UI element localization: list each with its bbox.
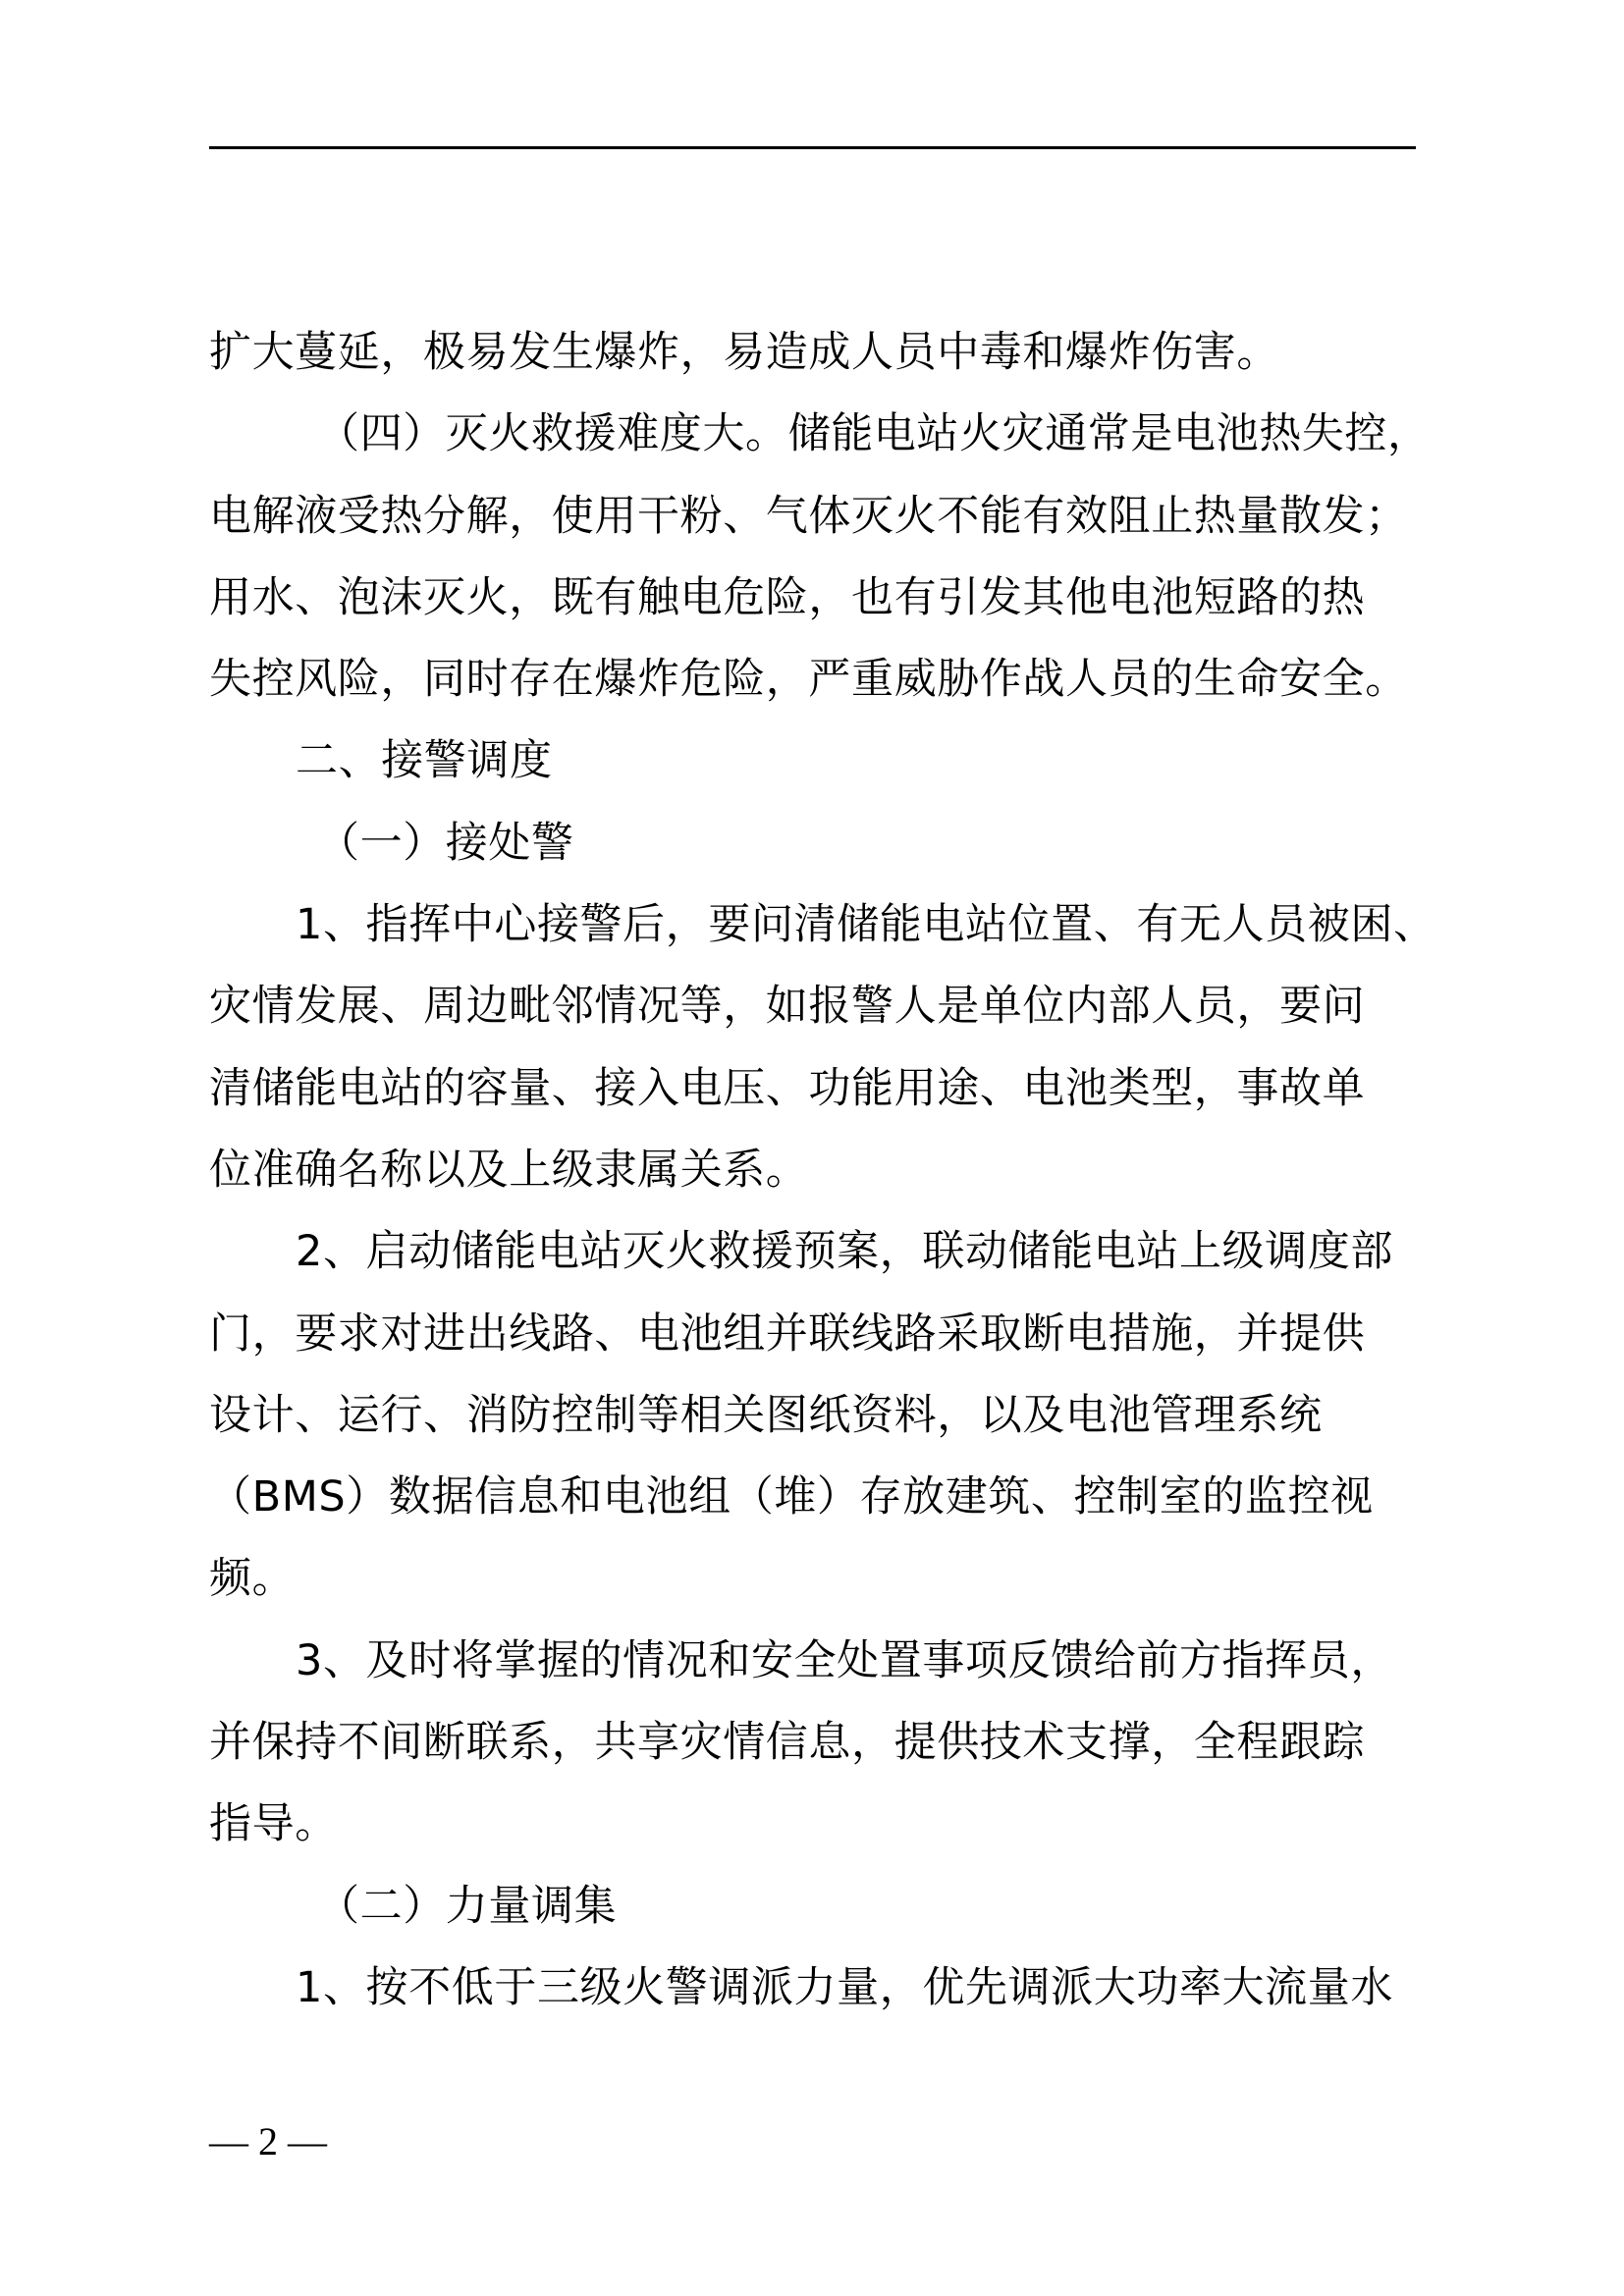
list-item-2-line: 2、启动储能电站灭火救援预案，联动储能电站上级调度部 (296, 1227, 1393, 1277)
list-item-1-line: 1、按不低于三级火警调派力量，优先调派大功率大流量水 (296, 1962, 1393, 2012)
paragraph-line: 设计、运行、消防控制等相关图纸资料，以及电池管理系统 (209, 1390, 1323, 1440)
paragraph-line: 清储能电站的容量、接入电压、功能用途、电池类型，事故单 (209, 1063, 1366, 1113)
subsection-heading-1: （一）接处警 (317, 818, 574, 868)
paragraph-line: 灾情发展、周边毗邻情况等，如报警人是单位内部人员，要问 (209, 982, 1366, 1032)
list-item-1-line: 1、指挥中心接警后，要问清储能电站位置、有无人员被困、 (296, 900, 1436, 950)
paragraph-line: （BMS）数据信息和电池组（堆）存放建筑、控制室的监控视 (209, 1472, 1374, 1522)
document-body (209, 312, 1436, 2029)
header-rule (209, 146, 1416, 149)
paragraph-line: 指导。 (209, 1799, 338, 1849)
paragraph-line: 扩大蔓延，极易发生爆炸，易造成人员中毒和爆炸伤害。 (209, 328, 1279, 377)
paragraph-line: 门，要求对进出线路、电池组并联线路采取断电措施，并提供 (209, 1308, 1366, 1359)
paragraph-line: 频。 (209, 1554, 296, 1604)
list-item-3-line: 3、及时将掌握的情况和安全处置事项反馈给前方指挥员， (296, 1635, 1393, 1685)
chapter-heading-2: 二、接警调度 (296, 736, 553, 786)
paragraph-line: 并保持不间断联系，共享灾情信息，提供技术支撑，全程跟踪 (209, 1718, 1366, 1768)
paragraph-line: 位准确名称以及上级隶属关系。 (209, 1145, 809, 1195)
section-heading-4: （四）灭火救援难度大。储能电站火灾通常是电池热失控， (317, 409, 1431, 459)
subsection-heading-2: （二）力量调集 (317, 1881, 618, 1931)
page-number: — 2 — (209, 2119, 327, 2163)
paragraph-line: 电解液受热分解，使用干粉、气体灭火不能有效阻止热量散发； (209, 491, 1408, 541)
paragraph-line: 失控风险，同时存在爆炸危险，严重威胁作战人员的生命安全。 (209, 655, 1408, 705)
paragraph-line: 用水、泡沫灭火，既有触电危险，也有引发其他电池短路的热 (209, 572, 1366, 622)
